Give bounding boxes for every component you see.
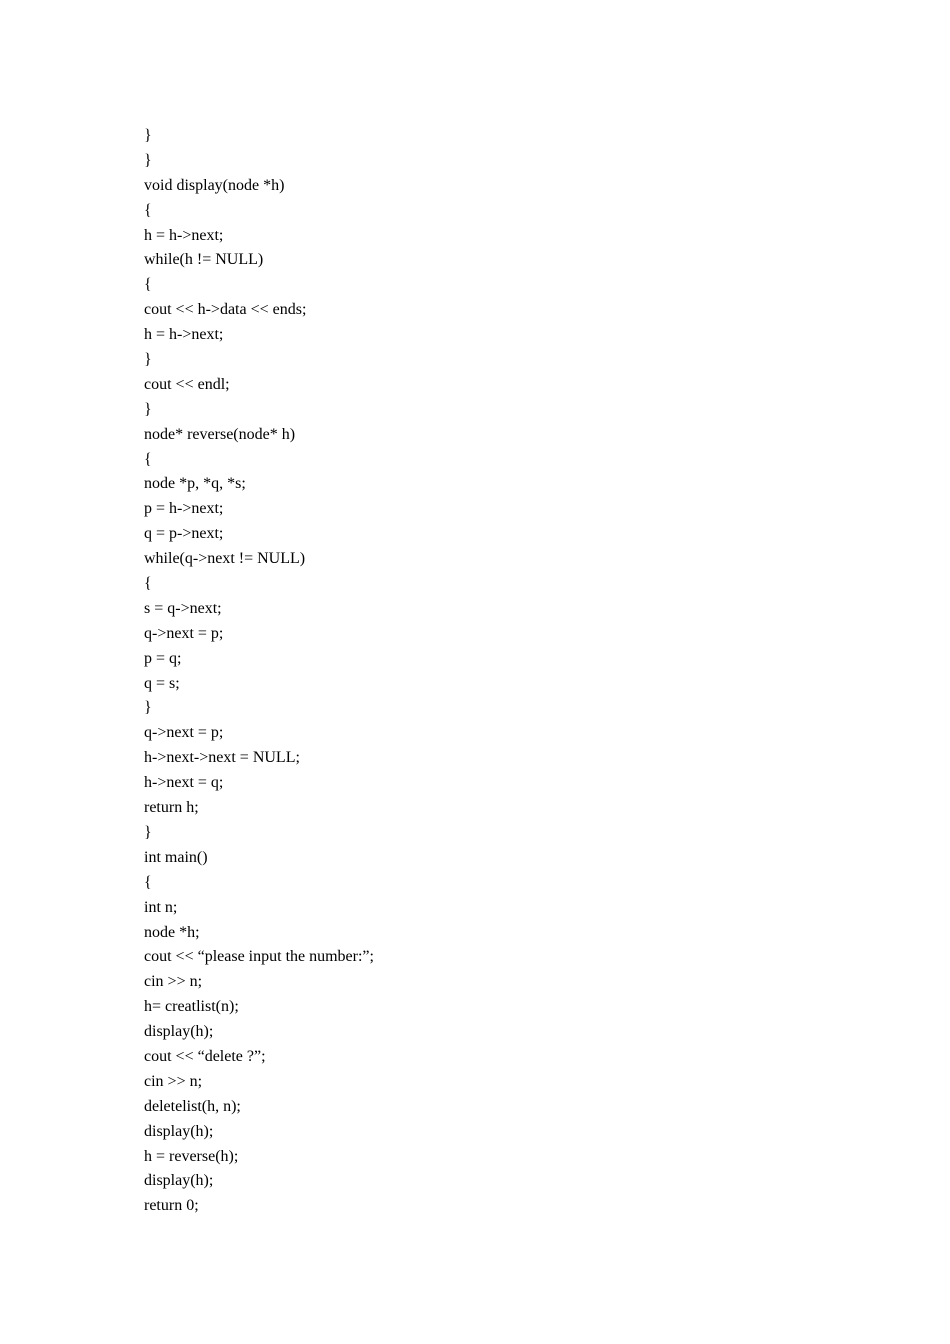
code-line: display(h); xyxy=(144,1122,214,1140)
code-line: h = h->next; xyxy=(144,226,224,244)
code-line: while(q->next != NULL) xyxy=(144,550,306,568)
code-line: void display(node *h) xyxy=(144,176,285,194)
code-line: node *h; xyxy=(144,923,200,941)
code-line: cout << “delete ?”; xyxy=(144,1047,266,1065)
code-line: cin >> n; xyxy=(144,973,203,991)
code-line: return h; xyxy=(144,799,199,817)
code-line: while(h != NULL) xyxy=(144,251,264,269)
code-line: cout << “please input the number:”; xyxy=(144,948,374,966)
code-listing xyxy=(144,124,374,1219)
code-line: p = q; xyxy=(144,649,182,667)
code-line: cin >> n; xyxy=(144,1072,203,1090)
code-line: h = reverse(h); xyxy=(144,1147,239,1165)
code-line: q = p->next; xyxy=(144,525,224,543)
code-line: int n; xyxy=(144,898,178,916)
code-line: { xyxy=(144,575,152,593)
code-line: display(h); xyxy=(144,1172,214,1190)
code-line: s = q->next; xyxy=(144,599,222,617)
code-line: q = s; xyxy=(144,674,180,692)
code-line: int main() xyxy=(144,848,208,866)
code-line: display(h); xyxy=(144,1023,214,1041)
code-line: } xyxy=(144,127,152,144)
code-line: h->next = q; xyxy=(144,774,224,792)
code-line: h->next->next = NULL; xyxy=(144,749,300,767)
code-line: { xyxy=(144,450,152,468)
code-line: h = h->next; xyxy=(144,326,224,344)
code-line: { xyxy=(144,276,152,294)
code-line: } xyxy=(144,351,152,369)
code-line: } xyxy=(144,699,152,717)
code-line: deletelist(h, n); xyxy=(144,1097,241,1115)
code-line: { xyxy=(144,873,152,891)
code-line: q->next = p; xyxy=(144,624,224,642)
code-line: cout << h->data << ends; xyxy=(144,301,307,319)
code-line: { xyxy=(144,201,152,219)
code-line: } xyxy=(144,400,152,418)
code-line: h= creatlist(n); xyxy=(144,998,239,1016)
code-line: } xyxy=(144,823,152,841)
code-line: node *p, *q, *s; xyxy=(144,475,246,493)
code-line: return 0; xyxy=(144,1197,199,1215)
code-line: q->next = p; xyxy=(144,724,224,742)
code-line: p = h->next; xyxy=(144,500,224,518)
code-line: } xyxy=(144,151,152,169)
code-line: node* reverse(node* h) xyxy=(144,425,296,443)
code-line: cout << endl; xyxy=(144,375,230,393)
